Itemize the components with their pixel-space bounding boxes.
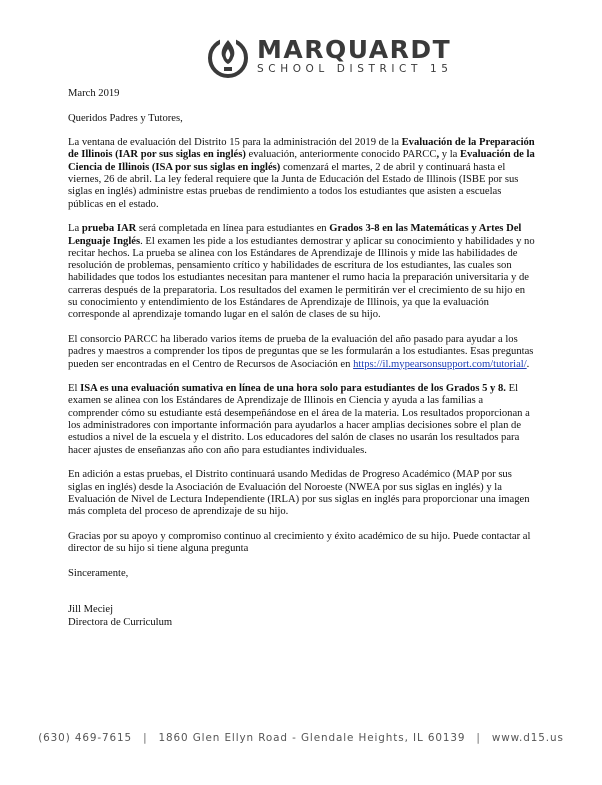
- closing: Sinceramente,: [68, 567, 129, 579]
- signer-name: Jill Meciej: [68, 604, 114, 616]
- footer-website[interactable]: www.d15.us: [491, 732, 564, 744]
- brand-name: MARQUARDT: [257, 35, 452, 64]
- pearson-tutorial-link[interactable]: https://il.mypearsonsupport.com/tutorial/: [353, 358, 527, 370]
- letter-date: March 2019: [68, 88, 120, 99]
- paragraph-map-irla: En adición a estas pruebas, el Distrito continuará usando Medidas de Progreso Académico (MAP por sus siglas en inglés) desde la Asociación de Evaluación del Noroeste (NWEA por sus siglas en inglés) y la Evaluación de Nivel de Lectura Independiente (IRLA) por sus siglas en inglés para proporcionar una imagen más completa del proceso de aprendizaje de su hijo.: [68, 469, 530, 518]
- flame-logo-icon: [205, 34, 251, 78]
- footer-contact: [0, 732, 602, 744]
- footer-address: 1860 Glen Ellyn Road - Glendale Heights, IL 60139: [158, 732, 466, 744]
- paragraph-parcc-items: El consorcio PARCC ha liberado varios ítems de prueba de la evaluación del año pasado para ayudar a los padres y maestros a comprender los tipos de preguntas que se les formularán a los estudiantes. Esas preguntas pueden ser encontradas en el Centro de Recursos de Asociación en https://il.mypearsonsupport.com/tutorial/.: [68, 333, 534, 370]
- footer-phone: (630) 469-7615: [38, 732, 133, 744]
- brand-subtitle: SCHOOL DISTRICT 15: [257, 63, 453, 75]
- footer-separator: |: [476, 732, 481, 744]
- greeting: Queridos Padres y Tutores,: [68, 112, 183, 124]
- paragraph-iar-test: La prueba IAR será completada en línea para estudiantes en Grados 3-8 en las Matemáticas y Artes Del Lenguaje Inglés. El examen les pide a los estudiantes demostrar y aplicar su conocimiento y habilidades y no recitar hechos. La prueba se alinea con los Estándares de Aprendizaje de Illinois y mide las habilidades de resolución de problemas, pensamiento crítico y habilidades de escritura de los estudiantes, las cuales son habilidades que todos los estudiantes necesitan para mantener el rumo hacia la preparación universitaria y de carreras después de la preparatoria. Los resultados del examen le permitirán ver el crecimiento de su hijo en su conocimiento y entendimiento de los Estándares de Aprendizaje de Illinois, ya que la evaluación corresponde al aprendizaje tomando lugar en el salón de clases de su hijo.: [68, 223, 535, 321]
- letter-body: [68, 88, 536, 641]
- footer-separator: |: [143, 732, 148, 744]
- district-logo: [205, 34, 453, 78]
- paragraph-isa-test: El ISA es una evaluación sumativa en línea de una hora solo para estudiantes de los Grados 5 y 8. El examen se alinea con los Estándares de Aprendizaje de Illinois en Ciencia y ayuda a las familias a comprender cómo su estudiante está desempeñándose en el área de la materia. Los resultados proporcionan a los administradores con importante información para ayudarlos a hacer amplias decisiones sobre el plan de estudios a nivel de la escuela y el distrito. Los educadores del salón de clases no usarán los resultados para hacer ajustes de enseñanzas año con año para estudiantes individuales.: [68, 383, 530, 456]
- paragraph-thanks: Gracias por su apoyo y compromiso continuo al crecimiento y éxito académico de su hijo. Puede contactar al director de su hijo si tiene alguna pregunta: [68, 530, 531, 554]
- signature-block: [68, 604, 536, 629]
- signer-title: Directora de Curriculum: [68, 616, 173, 628]
- paragraph-iar-isa-window: La ventana de evaluación del Distrito 15 para la administración del 2019 de la Evaluación de la Preparación de Illinois (IAR por sus siglas en inglés) evaluación, anteriormente conocido PARCC, y la Evaluación de la Ciencia de Illinois (ISA por sus siglas en inglés) comenzará el martes, 2 de abril y continuará hasta el viernes, 26 de abril. La ley federal requiere que la Junta de Educación del Estado de Illinois (ISBE por sus siglas en inglés) administre estas pruebas de rendimiento a todos los estudiantes que asisten a escuelas públicas en el estado.: [68, 137, 535, 210]
